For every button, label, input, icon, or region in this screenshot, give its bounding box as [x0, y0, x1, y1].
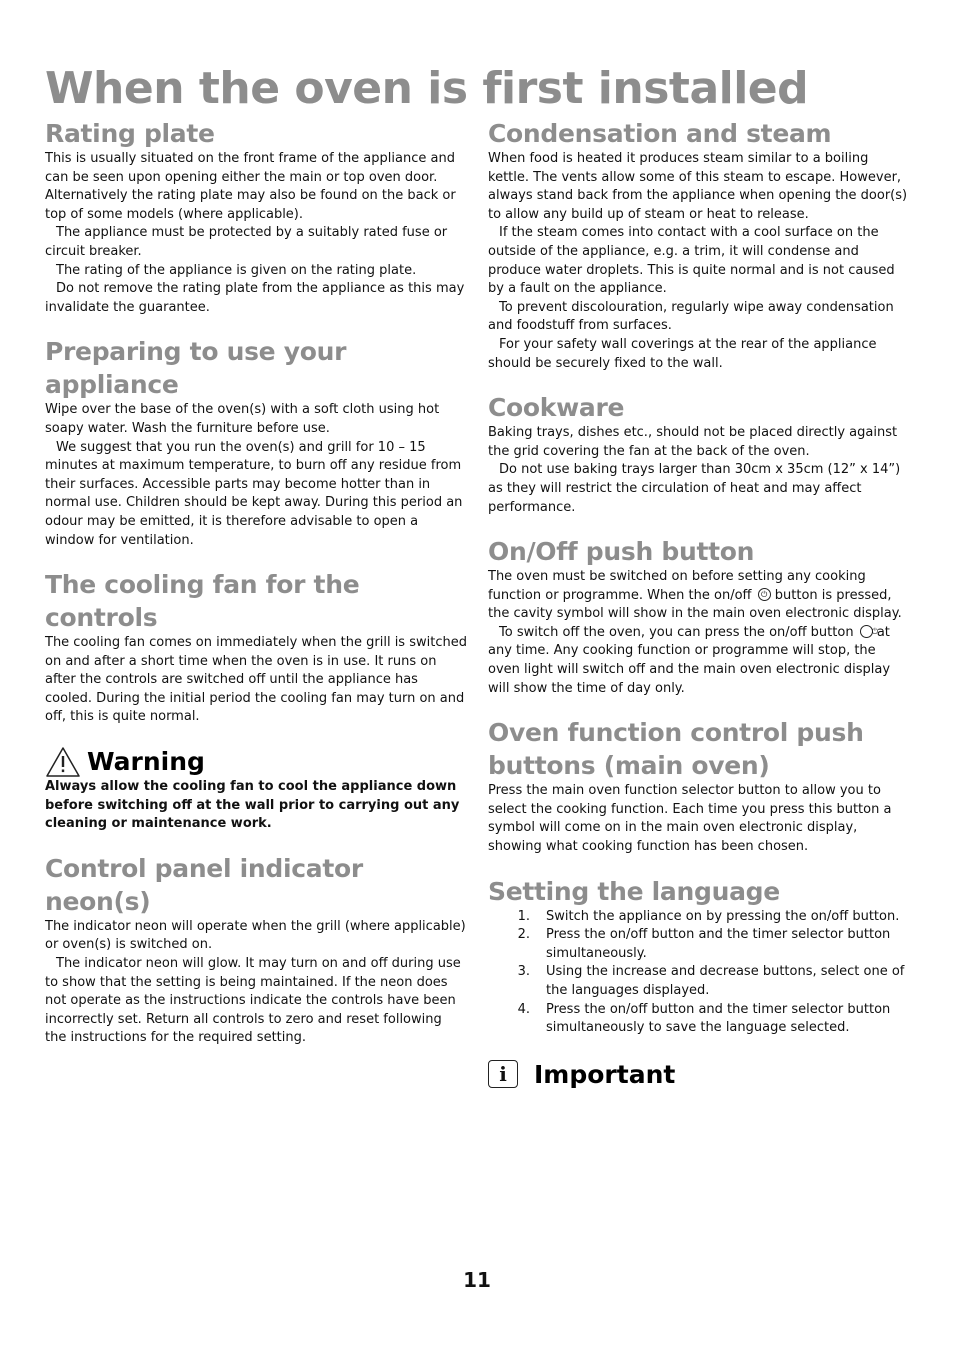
language-steps — [488, 908, 908, 1038]
step-text: Press the on/off button and the timer selector button simultaneously to save the language selected. — [546, 1001, 891, 1036]
section-cookware — [488, 391, 908, 517]
rating-paragraph-1: This is usually situated on the front frame of the appliance and can be seen upon opening either the main or top oven door. Alternatively the rating plate may also be found on the back or top of some models (where applicable). — [45, 151, 456, 222]
condensation-paragraph-1: When food is heated it produces steam similar to a boiling kettle. The vents allow some of this steam to escape. However, always stand back from the appliance when opening the door(s) to allow any build up of steam or heat to release. — [488, 151, 908, 222]
power-icon: ⏻ — [758, 588, 771, 601]
list-item — [488, 926, 908, 963]
step-number: 2. — [517, 927, 530, 943]
heading-preparing-line1: Preparing to use your — [45, 337, 347, 367]
onoff-p2-end: at any time. Any cooking function or programme will stop, the oven light will switch off and the main oven electronic display will show the time of day only. — [488, 624, 891, 696]
section-language — [488, 875, 908, 1038]
step-number: 4. — [517, 1001, 530, 1017]
heading-neon-line2: neon(s) — [45, 886, 151, 916]
rating-paragraph-3: The rating of the appliance is given on the rating plate. — [56, 262, 417, 278]
onoff-paragraph-1 — [488, 568, 908, 624]
onoff-p2-start: To switch off the oven, you can press the on/off button — [499, 624, 854, 640]
section-warning — [45, 745, 467, 834]
list-item — [488, 1001, 908, 1038]
section-indicator-neon — [45, 852, 467, 1048]
cookware-paragraph-2: Do not use baking trays larger than 30cm x 35cm (12” x 14”) as they will restrict the circulation of heat and may affect performance. — [488, 462, 901, 515]
page-title: When the oven is first installed — [45, 63, 809, 114]
function-paragraph-1: Press the main oven function selector button to allow you to select the cooking function. Each time you press this button a symbol will come on in the main oven electronic display, showing what cooking function has been chosen. — [488, 783, 892, 855]
preparing-paragraph-1: Wipe over the base of the oven(s) with a soft cloth using hot soapy water. Wash the furniture before use. — [45, 402, 440, 436]
cookware-paragraph-1: Baking trays, dishes etc., should not be placed directly against the grid covering the fan at the back of the oven. — [488, 425, 898, 459]
heading-oven-function — [488, 716, 908, 782]
heading-preparing-line2: appliance — [45, 370, 179, 400]
section-oven-function — [488, 716, 908, 856]
step-number: 3. — [517, 964, 530, 980]
heading-onoff: On/Off push button — [488, 537, 755, 567]
section-cooling-fan — [45, 568, 467, 727]
heading-condensation: Condensation and steam — [488, 119, 832, 148]
section-preparing — [45, 335, 467, 550]
heading-indicator-neon — [45, 852, 467, 918]
condensation-paragraph-3: To prevent discolouration, regularly wipe away condensation and foodstuff from surfaces. — [488, 299, 894, 334]
heading-function-line1: Oven function control push — [488, 718, 864, 748]
warning-title: Warning — [87, 747, 205, 777]
left-column — [45, 117, 467, 1066]
section-rating-plate — [45, 117, 467, 317]
heading-cooling-fan — [45, 568, 467, 634]
heading-cookware: Cookware — [488, 393, 625, 423]
info-icon: i — [488, 1060, 518, 1088]
onoff-paragraph-2 — [488, 624, 908, 698]
right-column — [488, 117, 908, 1091]
onoff-p1-start: The oven must be switched on before setting any cooking function or programme. When the on/off — [488, 569, 866, 603]
section-onoff — [488, 535, 908, 698]
condensation-paragraph-2: If the steam comes into contact with a cool surface on the outside of the appliance, e.g. a trim, it will condense and produce water droplets. This is quite normal and is not caused by a fault on the appliance. — [488, 225, 895, 297]
neon-paragraph-2: The indicator neon will glow. It may turn on and off during use to show that the setting is being maintained. If the neon does not operate as the instructions indicate the controls have been incorrectly set. Return all controls to zero and reset following the instructions for the required setting. — [45, 956, 461, 1046]
rating-paragraph-4: Do not remove the rating plate from the appliance as this may invalidate the guarantee. — [45, 281, 465, 315]
warning-text: Always allow the cooling fan to cool the appliance down before switching off at the wall prior to carrying out any cleaning or maintenance work. — [45, 779, 460, 832]
onoff-p1-end: button is pressed, the cavity symbol will show in the main oven electronic display. — [488, 587, 902, 622]
list-item — [488, 908, 908, 927]
power-icon: ⏻ — [860, 625, 873, 638]
step-text: Using the increase and decrease buttons, select one of the languages displayed. — [546, 964, 905, 998]
heading-language: Setting the language — [488, 876, 780, 906]
important-title: Important — [534, 1059, 676, 1089]
page-number: 11 — [463, 1268, 491, 1292]
heading-function-line2: buttons (main oven) — [488, 751, 770, 781]
heading-rating-plate: Rating plate — [45, 119, 215, 148]
heading-neon-line1: Control panel indicator — [45, 853, 363, 883]
warning-triangle-icon — [45, 746, 81, 778]
warning-header — [45, 745, 467, 778]
step-text: Press the on/off button and the timer selector button simultaneously. — [546, 927, 891, 961]
neon-paragraph-1: The indicator neon will operate when the grill (where applicable) or oven(s) is switched on. — [45, 918, 466, 953]
heading-cooling-line1: The cooling fan for the — [45, 570, 360, 600]
step-text: Switch the appliance on by pressing the on/off button. — [546, 908, 900, 924]
list-item — [488, 963, 908, 1000]
condensation-paragraph-4: For your safety wall coverings at the rear of the appliance should be securely fixed to the wall. — [488, 336, 877, 371]
step-number: 1. — [517, 908, 530, 924]
heading-cooling-line2: controls — [45, 603, 158, 633]
rating-paragraph-2: The appliance must be protected by a suitably rated fuse or circuit breaker. — [45, 225, 448, 259]
preparing-paragraph-2: We suggest that you run the oven(s) and grill for 10 – 15 minutes at maximum temperature, to burn off any residue from their surfaces. Accessible parts may become hotter than in normal use. Children should be kept away. During this period an odour may be emitted, it is therefore advisable to open a window for ventilation. — [45, 439, 463, 548]
cooling-paragraph-1: The cooling fan comes on immediately when the grill is switched on and after a short time when the oven is in use. It runs on after the controls are switched off until the appliance has cooled. During the initial period the cooling fan may turn on and off, this is quite normal. — [45, 635, 467, 725]
important-header — [488, 1058, 908, 1091]
section-condensation — [488, 117, 908, 373]
heading-preparing — [45, 335, 467, 401]
